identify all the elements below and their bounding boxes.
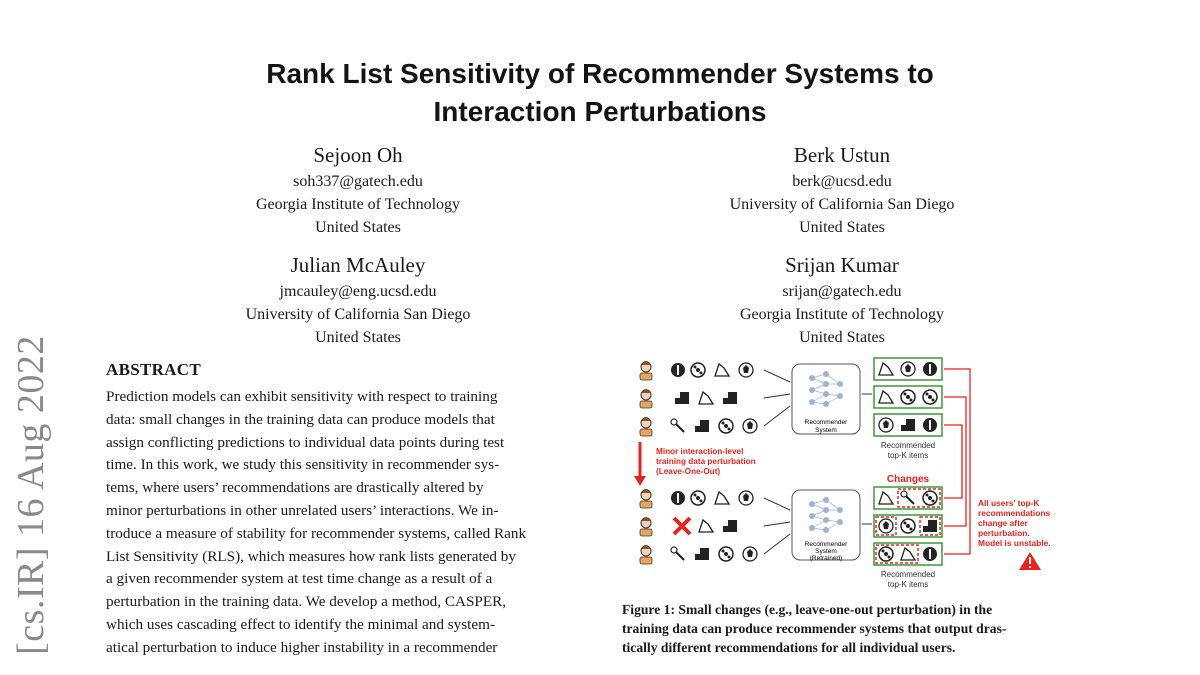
retrained-label: (Retrained) <box>809 555 843 562</box>
retrained-label: System <box>815 548 837 555</box>
user-row-top-2 <box>640 390 737 409</box>
caption-line: tically different recommendations for all individual users. <box>622 640 956 655</box>
recommended-label: Recommended <box>880 570 936 579</box>
abstract-line: atical perturbation to induce higher instability in a recommender <box>106 638 498 656</box>
unstable-note: All users’ top-K <box>978 498 1040 508</box>
changes-label: Changes <box>886 474 930 485</box>
user-row-bottom-1 <box>640 490 753 509</box>
arxiv-stamp: [cs.IR] 16 Aug 2022 <box>10 335 52 655</box>
abstract-line: tems, where users’ recommendations are drastically altered by <box>106 479 484 497</box>
recommended-label: top-K items <box>887 580 929 589</box>
paper-title-line-1: Rank List Sensitivity of Recommender Systems to <box>266 58 934 89</box>
author-email[interactable]: jmcauley@eng.ucsd.edu <box>279 283 437 300</box>
unstable-note: recommendations <box>978 508 1051 518</box>
abstract-line: time. In this work, we study this sensitivity in recommender sys- <box>106 456 500 474</box>
caption-line: Figure 1: Small changes (e.g., leave-one-out perturbation) in the <box>622 602 993 617</box>
author-affiliation: University of California San Diego <box>245 306 471 323</box>
perturbation-note: training data perturbation <box>656 457 756 466</box>
author-block <box>632 250 1052 349</box>
user-row-top-1 <box>640 362 753 381</box>
user-row-bottom-2 <box>640 518 737 537</box>
top-k-box-after <box>874 487 942 565</box>
top-k-box-before <box>874 358 942 436</box>
recommended-label: Recommended <box>880 441 936 450</box>
author-block <box>148 140 568 239</box>
unstable-note: Model is unstable. <box>978 538 1051 548</box>
author-affiliation: Georgia Institute of Technology <box>255 196 461 213</box>
author-country: United States <box>315 329 401 346</box>
author-country: United States <box>315 219 401 236</box>
perturbation-note: Minor interaction-level <box>656 447 744 456</box>
unstable-note: change after <box>978 518 1028 528</box>
author-country: United States <box>799 329 885 346</box>
author-affiliation: Georgia Institute of Technology <box>739 306 945 323</box>
author-name: Berk Ustun <box>793 143 891 167</box>
removed-interaction-icon <box>674 518 690 534</box>
perturbation-arrowhead <box>634 476 646 486</box>
user-row-top-3 <box>640 418 757 437</box>
abstract-line: which uses cascading effect to identify the minimal and system- <box>106 615 496 633</box>
abstract-line: a given recommender system at test time change as a result of a <box>106 570 493 588</box>
change-brackets <box>944 369 970 554</box>
recommended-label: top-K items <box>887 451 929 460</box>
author-name: Srijan Kumar <box>785 253 899 277</box>
abstract-body <box>106 386 578 660</box>
author-block <box>148 250 568 349</box>
caption-line: training data can produce recommender systems that output dras- <box>622 621 1007 636</box>
author-name: Sejoon Oh <box>313 143 403 167</box>
author-block <box>632 140 1052 239</box>
unstable-note: perturbation. <box>978 528 1030 538</box>
author-affiliation: University of California San Diego <box>729 196 955 213</box>
recommender-label: Recommender <box>804 419 848 426</box>
figure-1-diagram <box>622 354 1098 590</box>
paper-title-line-2: Interaction Perturbations <box>433 96 767 127</box>
recommender-label: System <box>815 427 837 434</box>
author-email[interactable]: soh337@gatech.edu <box>293 173 423 190</box>
retrained-label: Recommender <box>804 541 848 548</box>
abstract-line: assign conflicting predictions to individual data points during test <box>106 433 505 451</box>
user-row-bottom-3 <box>640 546 757 565</box>
warning-icon <box>1019 552 1041 570</box>
author-country: United States <box>799 219 885 236</box>
abstract-line: data: small changes in the training data can produce models that <box>106 410 495 428</box>
abstract-heading: ABSTRACT <box>106 360 201 379</box>
figure-caption <box>622 600 1096 657</box>
abstract-line: minor perturbations in other unrelated users’ interactions. We in- <box>106 501 499 519</box>
author-email[interactable]: berk@ucsd.edu <box>792 173 892 190</box>
perturbation-note: (Leave-One-Out) <box>656 467 721 476</box>
abstract-line: Prediction models can exhibit sensitivity with respect to training <box>106 388 498 405</box>
abstract-line: perturbation in the training data. We develop a method, CASPER, <box>106 593 507 611</box>
abstract-line: List Sensitivity (RLS), which measures how rank lists generated by <box>106 547 516 565</box>
abstract-line: troduce a measure of stability for recommender systems, called Rank <box>106 524 527 542</box>
author-name: Julian McAuley <box>290 253 426 277</box>
author-email[interactable]: srijan@gatech.edu <box>782 283 902 300</box>
